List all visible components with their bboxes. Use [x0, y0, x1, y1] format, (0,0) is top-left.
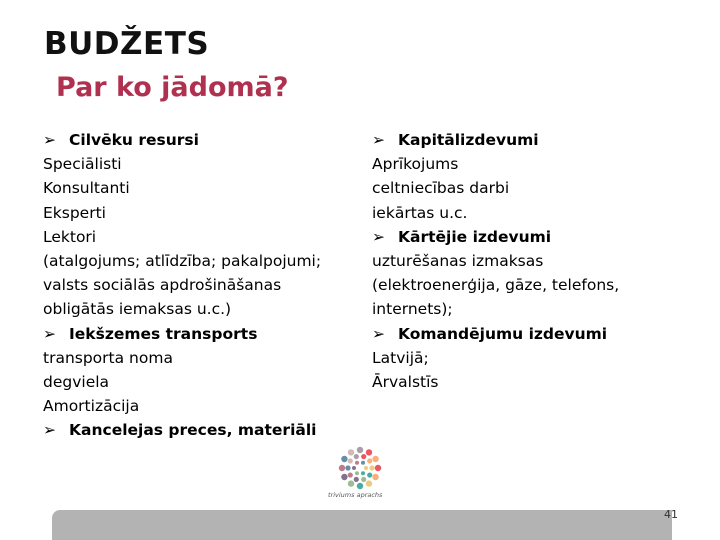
- text-line: celtniecības darbi: [372, 179, 510, 198]
- text-line: valsts sociālās apdrošināšanas: [43, 276, 282, 295]
- bullet-heading: [372, 128, 619, 152]
- arrow-bullet-icon: ➢: [372, 324, 385, 343]
- text-line: Aprīkojums: [372, 155, 459, 174]
- text-line: Speciālisti: [43, 155, 122, 174]
- text-line: internets);: [372, 300, 453, 319]
- text-line: (atalgojums; atlīdzība; pakalpojumi;: [43, 252, 322, 271]
- text-line: Ārvalstīs: [372, 373, 439, 392]
- text-line: iekārtas u.c.: [372, 203, 468, 222]
- logo-text: triviums aprachs: [328, 491, 383, 499]
- text-line: obligātās iemaksas u.c.): [43, 300, 232, 319]
- arrow-bullet-icon: ➢: [43, 421, 56, 440]
- right-column: [372, 128, 619, 394]
- arrow-bullet-icon: ➢: [372, 131, 385, 149]
- arrow-bullet-icon: ➢: [43, 324, 56, 343]
- text-line: uzturēšanas izmaksas: [372, 252, 544, 271]
- text-line: Latvijā;: [372, 348, 429, 367]
- bullet-heading: [43, 322, 321, 346]
- footer-bar: [52, 510, 672, 540]
- arrow-bullet-icon: ➢: [43, 131, 56, 149]
- text-line: Eksperti: [43, 203, 106, 222]
- bullet-heading-text: Kapitālizdevumi: [398, 131, 539, 149]
- bullet-heading: [372, 322, 619, 346]
- bullet-heading-text: Kancelejas preces, materiāli: [69, 421, 317, 440]
- text-line: degviela: [43, 373, 110, 392]
- bullet-heading-text: Iekšzemes transports: [69, 324, 258, 343]
- bullet-heading-text: Komandējumu izdevumi: [398, 324, 608, 343]
- text-line: transporta noma: [43, 348, 173, 367]
- text-line: Lektori: [43, 227, 97, 246]
- bullet-heading-text: Cilvēku resursi: [69, 131, 199, 149]
- bullet-heading-text: Kārtējie izdevumi: [398, 227, 552, 246]
- text-line: Amortizācija: [43, 397, 140, 416]
- text-line: (elektroenerģija, gāze, telefons,: [372, 276, 620, 295]
- slide-title: BUDŽETS: [44, 26, 210, 62]
- bullet-heading: [43, 418, 321, 442]
- left-column: [43, 128, 321, 443]
- bullet-heading: [372, 225, 619, 249]
- bullet-heading: [43, 128, 321, 152]
- arrow-bullet-icon: ➢: [372, 227, 385, 246]
- slide-subtitle: Par ko jādomā?: [56, 72, 289, 103]
- text-line: Konsultanti: [43, 179, 130, 198]
- page-number: 41: [664, 508, 678, 521]
